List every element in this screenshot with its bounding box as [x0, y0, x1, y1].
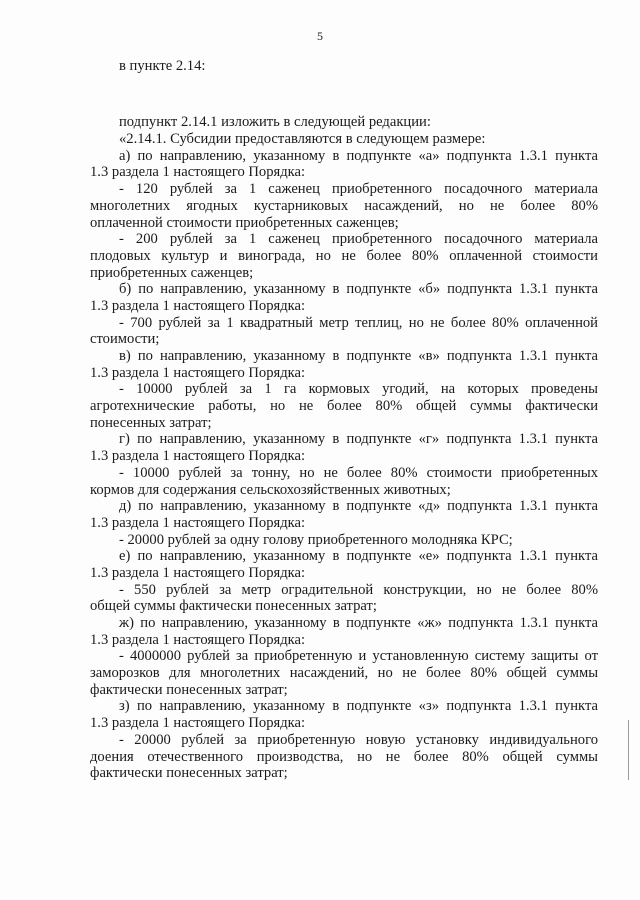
- text-line: подпункт 2.14.1 изложить в следующей редакции:: [119, 114, 431, 131]
- text-line: - 120 рублей за 1 саженец приобретенного посадочного материала: [119, 181, 598, 198]
- text-line: в пункте 2.14:: [119, 58, 206, 74]
- text-line: доения отечественного производства, но не более 80% общей суммы: [90, 748, 598, 765]
- text-line: 1.3 раздела 1 настоящего Порядка:: [90, 448, 306, 465]
- page-number: 5: [317, 29, 323, 43]
- text-line: - 20000 рублей за приобретенную новую установку индивидуального: [119, 731, 598, 748]
- text-line: ж) по направлению, указанному в подпункте «ж» подпункта 1.3.1 пункта: [119, 615, 598, 631]
- text-line: д) по направлению, указанному в подпункте «д» подпункта 1.3.1 пункта: [119, 498, 598, 515]
- text-line: - 200 рублей за 1 саженец приобретенного посадочного материала: [119, 231, 598, 248]
- text-line: а) по направлению, указанному в подпункте «а» подпункта 1.3.1 пункта: [119, 147, 598, 164]
- text-line: фактически понесенных затрат;: [90, 681, 288, 698]
- text-line: заморозков для многолетних насаждений, но не более 80% общей суммы: [90, 665, 598, 682]
- text-line: б) по направлению, указанному в подпункте «б» подпункта 1.3.1 пункта: [119, 281, 598, 298]
- text-line: 1.3 раздела 1 настоящего Порядка:: [90, 715, 306, 732]
- text-line: - 10000 рублей за 1 га кормовых угодий, на которых проведены: [119, 381, 598, 398]
- text-line: г) по направлению, указанному в подпункте «г» подпункта 1.3.1 пункта: [119, 431, 598, 448]
- text-line: 1.3 раздела 1 настоящего Порядка:: [90, 514, 306, 531]
- text-line: - 700 рублей за 1 квадратный метр теплиц, но не более 80% оплаченной: [119, 314, 598, 331]
- text-line: оплаченной стоимости приобретенных саженцев;: [90, 214, 399, 231]
- text-line: 1.3 раздела 1 настоящего Порядка:: [90, 164, 306, 181]
- text-line: в) по направлению, указанному в подпункте «в» подпункта 1.3.1 пункта: [119, 348, 598, 364]
- text-line: 1.3 раздела 1 настоящего Порядка:: [90, 364, 306, 381]
- text-line: стоимости;: [90, 331, 160, 348]
- scan-artifact-line: [628, 720, 629, 780]
- text-line: фактически понесенных затрат;: [90, 765, 288, 782]
- text-line: - 550 рублей за метр оградительной конструкции, но не более 80%: [119, 581, 598, 598]
- text-line: е) по направлению, указанному в подпункте «е» подпункта 1.3.1 пункта: [119, 548, 598, 565]
- text-line: - 20000 рублей за одну голову приобретенного молодняка КРС;: [119, 531, 513, 548]
- text-line: - 10000 рублей за тонну, но не более 80% стоимости приобретенных: [119, 464, 598, 481]
- text-line: з) по направлению, указанному в подпункте «з» подпункта 1.3.1 пункта: [119, 698, 598, 715]
- text-line: кормов для содержания сельскохозяйственных животных;: [90, 481, 451, 498]
- text-line: - 4000000 рублей за приобретенную и установленную систему защиты от: [119, 648, 598, 665]
- text-line: 1.3 раздела 1 настоящего Порядка:: [90, 631, 306, 648]
- text-line: общей суммы фактически понесенных затрат;: [90, 598, 377, 615]
- text-line: «2.14.1. Субсидии предоставляются в следующем размере:: [119, 131, 486, 148]
- text-line: агротехнические работы, но не более 80% общей суммы фактически: [90, 398, 598, 415]
- text-line: 1.3 раздела 1 настоящего Порядка:: [90, 297, 306, 314]
- text-line: понесенных затрат;: [90, 414, 212, 431]
- text-line: плодовых культур и винограда, но не более 80% оплаченной стоимости: [90, 247, 598, 264]
- blank-line: [90, 75, 598, 92]
- text-line: приобретенных саженцев;: [90, 264, 254, 281]
- document-body: [90, 58, 598, 782]
- text-line: 1.3 раздела 1 настоящего Порядка:: [90, 564, 306, 581]
- text-line: многолетних ягодных кустарниковых насаждений, но не более 80%: [90, 197, 598, 214]
